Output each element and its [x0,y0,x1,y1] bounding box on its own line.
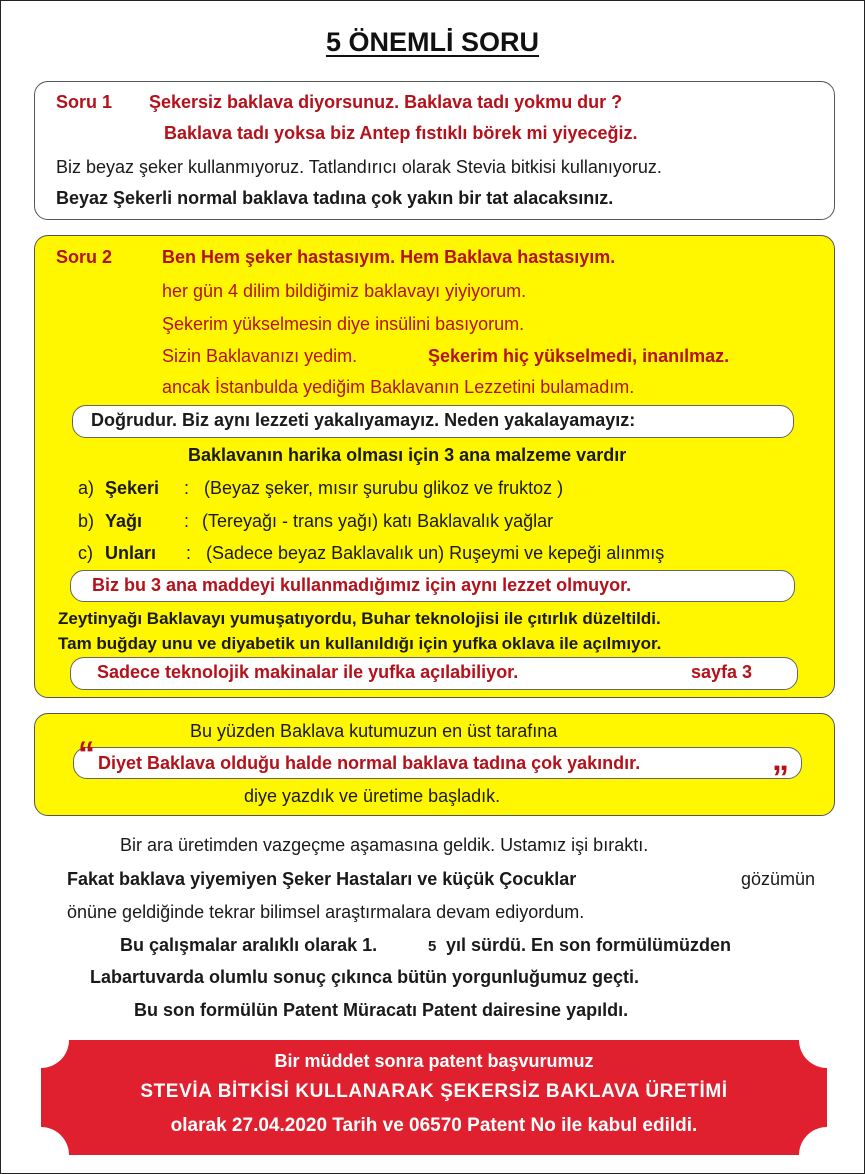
ingredient-c-prefix: c) [78,543,93,563]
story-line5: Labartuvarda olumlu sonuç çıkınca bütün yorgunluğumuz geçti. [90,967,640,987]
question-2-text-line3: Şekerim yükselmesin diye insülini basıyorum. [162,314,525,334]
banner-line3: olarak 27.04.2020 Tarih ve 06570 Patent No ile kabul edildi. [170,1115,698,1136]
ingredients-heading: Baklavanın harika olması için 3 ana malzeme vardır [188,445,627,465]
story-line4c: yıl sürdü. En son formülümüzden [446,935,732,955]
story-line6: Bu son formülün Patent Müracatı Patent dairesine yapıldı. [134,1000,629,1020]
question-2-text-line1: Ben Hem şeker hastasıyım. Hem Baklava hastasıyım. [162,247,616,267]
quote-open-mark: “ [78,735,95,773]
question-2-label: Soru 2 [56,247,113,267]
question-2-text-line4b: Şekerim hiç yükselmedi, inanılmaz. [428,346,730,366]
ingredient-c-sep: : [186,543,192,563]
ingredient-a-name: Şekeri [105,478,160,498]
ingredient-a-prefix: a) [78,478,95,498]
patent-banner [41,1040,827,1155]
story-line4a: Bu çalışmalar aralıklı olarak 1. [120,935,378,955]
ingredient-b-detail: (Tereyağı - trans yağı) katı Baklavalık yağlar [202,511,554,531]
question-1-text-line2: Baklava tadı yoksa biz Antep fıstıklı börek mi yiyeceğiz. [164,123,638,143]
banner-line2: STEVİA BİTKİSİ KULLANARAK ŞEKERSİZ BAKLAVA ÜRETİMİ [140,1081,728,1102]
story-line2b: gözümün [741,869,816,889]
label-note-line1: Bu yüzden Baklava kutumuzun en üst tarafına [190,721,558,741]
story-line4b: 5 [428,938,437,955]
ingredient-b-prefix: b) [78,511,95,531]
ingredient-a-sep: : [184,478,190,498]
question-1-label: Soru 1 [56,92,113,112]
question-1-answer-line2: Beyaz Şekerli normal baklava tadına çok yakın bir tat alacaksınız. [56,188,614,208]
ingredient-a-detail: (Beyaz şeker, mısır şurubu glikoz ve fruktoz ) [204,478,564,498]
note-line2: Tam buğday unu ve diyabetik un kullanıldığı için yufka oklava ile açılmıyor. [58,634,662,653]
note-line1: Zeytinyağı Baklavayı yumuşatıyordu, Buhar teknolojisi ile çıtırlık düzeltildi. [58,609,661,628]
question-1-answer-line1: Biz beyaz şeker kullanmıyoruz. Tatlandırıcı olarak Stevia bitkisi kullanıyoruz. [56,157,662,177]
ingredient-b-name: Yağı [105,511,143,531]
ingredient-c-name: Unları [105,543,157,563]
question-1-text-line1: Şekersiz baklava diyorsunuz. Baklava tadı yokmu dur ? [149,92,623,112]
quote-close-mark: „ [772,740,789,778]
ingredient-b-sep: : [184,511,190,531]
quote-text: Diyet Baklava olduğu halde normal baklava tadına çok yakındır. [98,753,641,773]
story-line3: önüne geldiğinde tekrar bilimsel araştırmalara devam ediyordum. [67,902,585,922]
banner-line1: Bir müddet sonra patent başvurumuz [274,1051,594,1071]
story-line1: Bir ara üretimden vazgeçme aşamasına geldik. Ustamız işi bıraktı. [120,835,649,855]
page-title: 5 ÖNEMLİ SORU [325,27,540,57]
question-2-text-line5: ancak İstanbulda yediğim Baklavanın Lezzetini bulamadım. [162,377,635,397]
ingredient-c-detail: (Sadece beyaz Baklavalık un) Ruşeymi ve kepeği alınmış [206,543,665,563]
answer-pill-text: Doğrudur. Biz aynı lezzeti yakalıyamayız. Neden yakalayamayız: [91,410,636,430]
question-2-text-line4a: Sizin Baklavanızı yedim. [162,346,358,366]
story-line2a: Fakat baklava yiyemiyen Şeker Hastaları ve küçük Çocuklar [67,869,577,889]
not-used-pill-text: Biz bu 3 ana maddeyi kullanmadığımız için aynı lezzet olmuyor. [92,575,632,595]
page-reference: sayfa 3 [691,662,753,682]
question-2-text-line2: her gün 4 dilim bildiğimiz baklavayı yiyiyorum. [162,281,527,301]
label-note-line3: diye yazdık ve üretime başladık. [244,786,501,806]
tech-pill-text: Sadece teknolojik makinalar ile yufka açılabiliyor. [97,662,519,682]
